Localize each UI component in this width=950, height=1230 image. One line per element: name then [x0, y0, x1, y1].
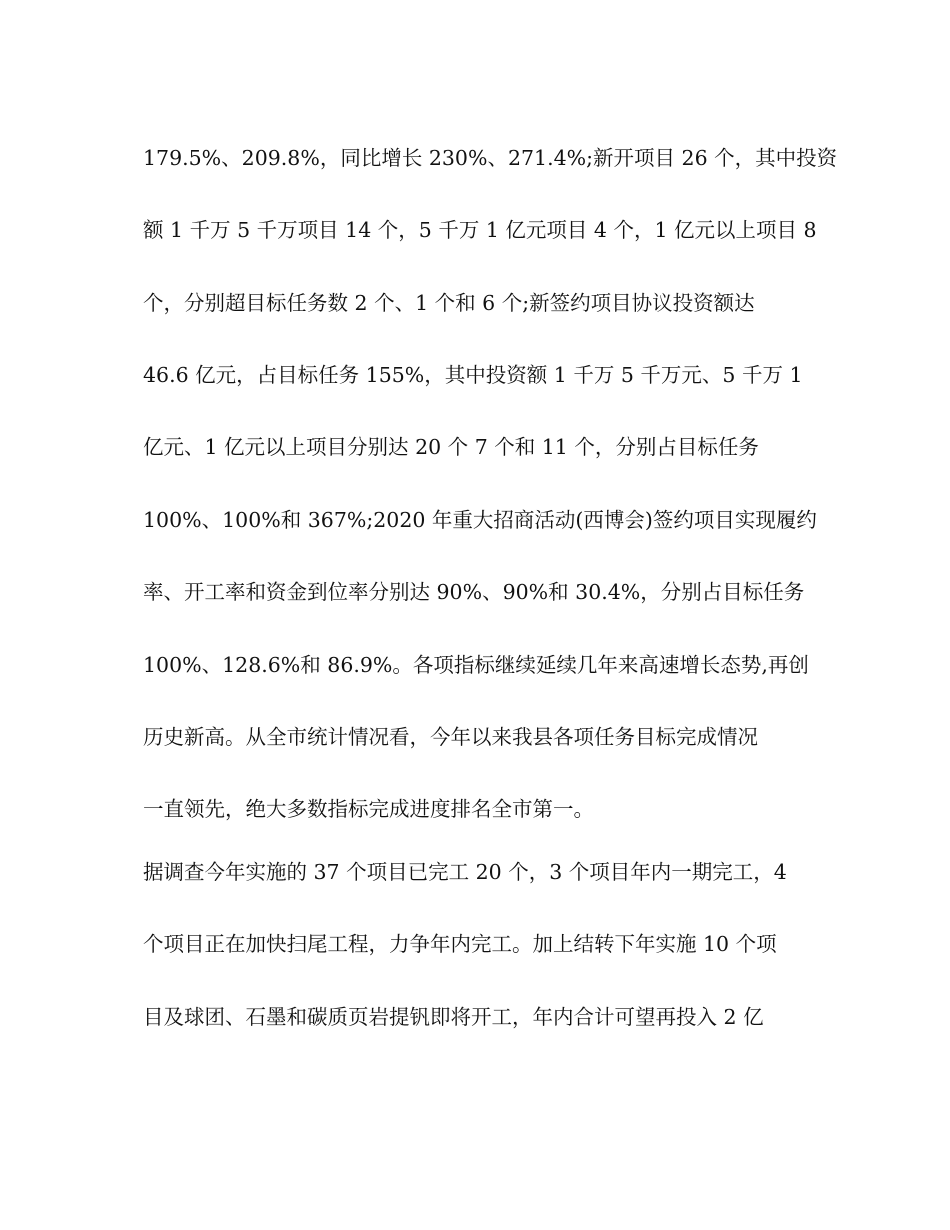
text-line: 历史新高。从全市统计情况看，今年以来我县各项任务目标完成情况 — [143, 725, 758, 749]
text-line: 46.6 亿元，占目标任务 155%，其中投资额 1 千万 5 千万元、5 千万 1 — [143, 363, 803, 387]
text-line: 100%、128.6%和 86.9%。各项指标继续延续几年来高速增长态势,再创 — [143, 653, 809, 677]
text-line: 据调查今年实施的 37 个项目已完工 20 个，3 个项目年内一期完工，4 — [143, 860, 787, 884]
text-line: 额 1 千万 5 千万项目 14 个，5 千万 1 亿元项目 4 个，1 亿元以上项目 8 — [143, 218, 817, 242]
text-line: 个，分别超目标任务数 2 个、1 个和 6 个;新签约项目协议投资额达 — [143, 291, 755, 315]
text-line: 率、开工率和资金到位率分别达 90%、90%和 30.4%，分别占目标任务 — [143, 580, 805, 604]
text-line: 个项目正在加快扫尾工程，力争年内完工。加上结转下年实施 10 个项 — [143, 932, 777, 956]
text-line: 一直领先，绝大多数指标完成进度排名全市第一。 — [143, 797, 594, 821]
text-line: 100%、100%和 367%;2020 年重大招商活动(西博会)签约项目实现履约 — [143, 508, 817, 532]
text-line: 亿元、1 亿元以上项目分别达 20 个 7 个和 11 个，分别占目标任务 — [143, 435, 759, 459]
text-line: 目及球团、石墨和碳质页岩提钒即将开工，年内合计可望再投入 2 亿 — [143, 1005, 764, 1029]
text-line: 179.5%、209.8%，同比增长 230%、271.4%;新开项目 26 个，其中投资 — [143, 146, 838, 170]
